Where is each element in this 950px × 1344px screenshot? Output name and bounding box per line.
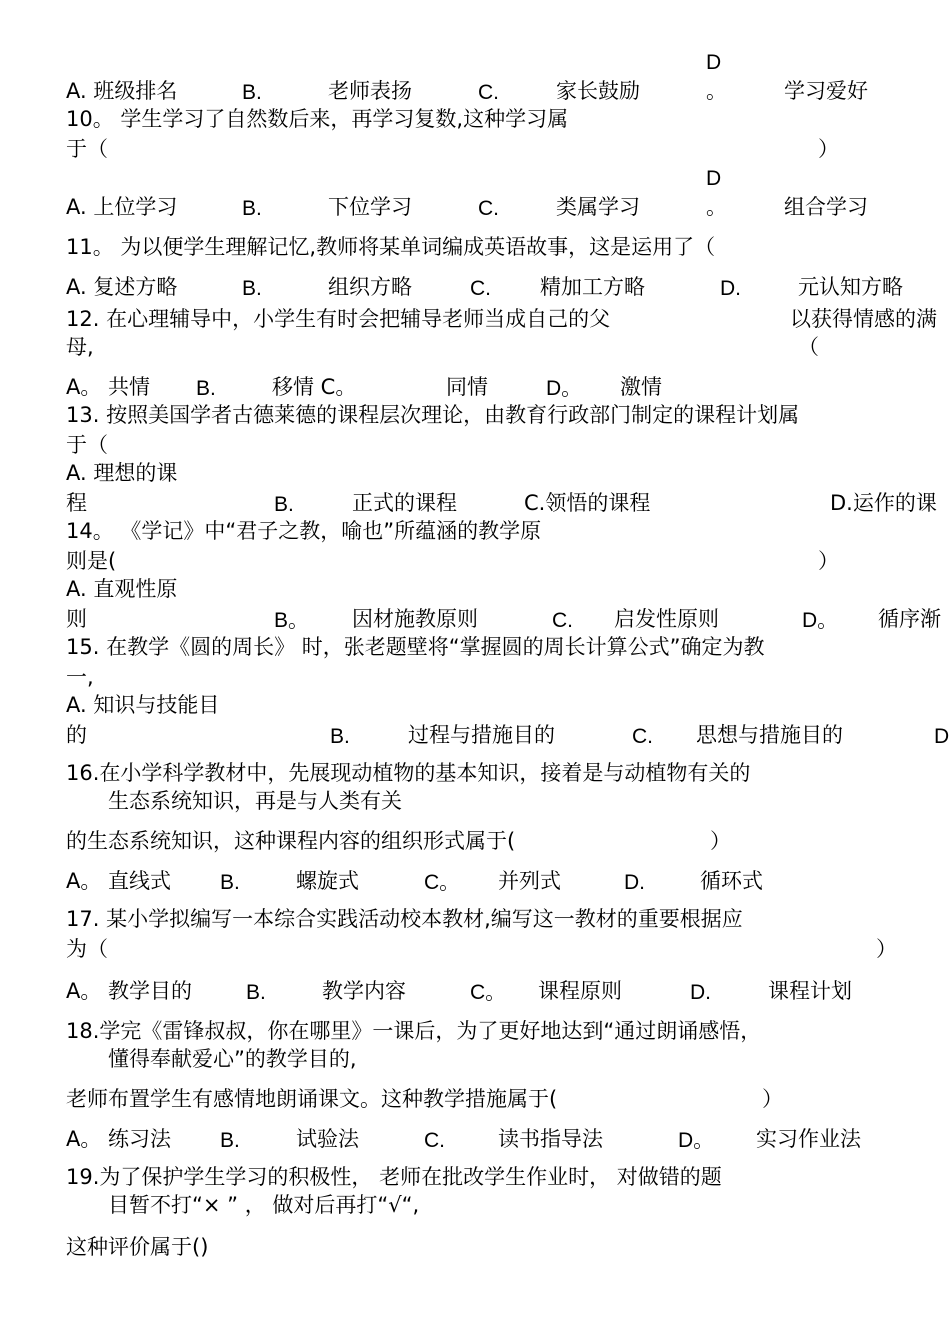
q16-option-d-letter: D. (624, 871, 645, 894)
q14-option-c: 启发性原则 (614, 607, 719, 631)
q15-option-b-letter: B. (330, 725, 350, 748)
q17-option-c-letter: C。 (470, 981, 507, 1004)
q18-stem-line2: 懂得奉献爱心”的教学目的, (108, 1047, 357, 1071)
q18-option-c-letter: C. (424, 1129, 445, 1152)
q16-option-c-letter: C。 (424, 871, 461, 894)
q15-option-a-line1: A. 知识与技能目 (66, 693, 220, 717)
q12-option-b: 移情 C。 (272, 375, 357, 399)
q14-option-c-letter: C. (552, 609, 573, 632)
q14-stem-line2: 则是( (66, 549, 117, 573)
q17-option-a: A。 教学目的 (66, 979, 193, 1003)
q14-stem-line1: 14。 《学记》中“君子之教，喻也”所蕴涵的教学原 (66, 519, 542, 543)
q14-option-b: 因材施教原则 (352, 607, 478, 631)
q13-stem-line2: 于（ (66, 433, 108, 457)
q19-stem-line2: 目暂不打“× ” ， 做对后再打“√“, (108, 1193, 420, 1217)
q10-option-c: 类属学习 (556, 195, 640, 219)
q12-stem-line2: 母, (66, 335, 94, 359)
q18-option-b-letter: B. (220, 1129, 240, 1152)
q15-option-c: 思想与措施目的 (696, 723, 843, 747)
q16-stem-line2: 生态系统知识，再是与人类有关 (108, 789, 402, 813)
q12-option-d-letter: D。 (546, 377, 583, 400)
q9-option-d-letter: D (706, 51, 722, 74)
q13-option-c: C.领悟的课程 (524, 491, 651, 515)
q17-option-b-letter: B. (246, 981, 266, 1004)
q10-option-b: 下位学习 (328, 195, 412, 219)
q17-option-b: 教学内容 (322, 979, 406, 1003)
q10-option-d: 组合学习 (784, 195, 868, 219)
q11-option-b-letter: B. (242, 277, 262, 300)
q11-option-c-letter: C. (470, 277, 491, 300)
q11-option-d: 元认知方略 (798, 275, 903, 299)
q14-option-d-letter: D。 (802, 609, 839, 632)
q15-option-b: 过程与措施目的 (408, 723, 555, 747)
q13-option-b: 正式的课程 (352, 491, 457, 515)
q16-option-c: 并列式 (498, 869, 561, 893)
q14-close-paren: ） (818, 549, 839, 573)
q10-close-paren: ） (818, 137, 839, 161)
q14-option-a-line1: A. 直观性原 (66, 577, 178, 601)
q10-option-c-letter: C. (478, 197, 499, 220)
q18-option-c: 读书指导法 (498, 1127, 603, 1151)
q10-stem-line1: 10。 学生学习了自然数后来，再学习复数,这种学习属 (66, 107, 569, 131)
q14-option-d: 循序渐 (878, 607, 941, 631)
q9-option-d-dot: 。 (706, 79, 727, 103)
q15-option-d-letter: D (934, 725, 950, 748)
q10-stem-line2: 于（ (66, 137, 108, 161)
q11-option-d-letter: D. (720, 277, 741, 300)
q11-stem: 11。 为以便学生理解记忆,教师将某单词编成英语故事，这是运用了（ (66, 235, 716, 259)
q16-option-b-letter: B. (220, 871, 240, 894)
q19-stem-line1: 19.为了保护学生学习的积极性， 老师在批改学生作业时， 对做错的题 (66, 1165, 722, 1189)
q10-option-d-letter: D (706, 167, 722, 190)
q9-option-c-letter: C. (478, 81, 499, 104)
q18-option-b: 试验法 (296, 1127, 359, 1151)
q12-option-a: A。 共情 (66, 375, 151, 399)
q9-option-b-letter: B. (242, 81, 262, 104)
q13-option-a-line1: A. 理想的课 (66, 461, 178, 485)
q16-option-a: A。 直线式 (66, 869, 172, 893)
q9-option-b: 老师表扬 (328, 79, 412, 103)
q9-option-a: A. 班级排名 (66, 79, 178, 103)
q16-stem-line3: 的生态系统知识，这种课程内容的组织形式属于( (66, 829, 516, 853)
q17-option-d-letter: D. (690, 981, 711, 1004)
q10-option-a: A. 上位学习 (66, 195, 178, 219)
q18-option-d: 实习作业法 (756, 1127, 861, 1151)
q17-option-d: 课程计划 (768, 979, 852, 1003)
q15-stem-line2: 一, (66, 665, 94, 689)
q12-paren: （ (798, 335, 819, 359)
q12-stem-line1-right: 以获得情感的满 (790, 307, 937, 331)
q12-stem-line1: 12. 在心理辅导中，小学生有时会把辅导老师当成自己的父 (66, 307, 611, 331)
q10-option-b-letter: B. (242, 197, 262, 220)
q13-option-d: D.运作的课 (830, 491, 937, 515)
q19-stem-line3: 这种评价属于() (66, 1235, 209, 1259)
q17-stem-line2: 为（ (66, 937, 108, 961)
q17-option-c: 课程原则 (538, 979, 622, 1003)
q11-option-b: 组织方略 (328, 275, 412, 299)
q15-option-c-letter: C. (632, 725, 653, 748)
q18-stem-line3: 老师布置学生有感情地朗诵课文。这种教学措施属于( (66, 1087, 558, 1111)
q13-stem-line1: 13. 按照美国学者古德莱德的课程层次理论，由教育行政部门制定的课程计划属 (66, 403, 800, 427)
q14-option-b-letter: B。 (274, 609, 310, 632)
q13-option-b-letter: B. (274, 493, 294, 516)
q16-option-d: 循环式 (700, 869, 763, 893)
q16-close-paren: ） (710, 829, 731, 853)
q9-option-c: 家长鼓励 (556, 79, 640, 103)
q18-option-a: A。 练习法 (66, 1127, 172, 1151)
q15-stem-line1: 15. 在教学《圆的周长》 时，张老题壁将“掌握圆的周长计算公式”确定为教 (66, 635, 765, 659)
q12-option-c: 同情 (446, 375, 488, 399)
q9-option-d: 学习爱好 (784, 79, 868, 103)
q12-option-b-letter: B. (196, 377, 216, 400)
q13-option-a-line2: 程 (66, 491, 87, 515)
q18-close-paren: ） (762, 1087, 783, 1111)
q11-option-a: A. 复述方略 (66, 275, 178, 299)
q18-option-d-letter: D。 (678, 1129, 715, 1152)
q14-option-a-line2: 则 (66, 607, 87, 631)
q17-close-paren: ） (876, 937, 897, 961)
q10-option-d-dot: 。 (706, 195, 727, 219)
q12-option-d: 激情 (620, 375, 662, 399)
q16-stem-line1: 16.在小学科学教材中，先展现动植物的基本知识，接着是与动植物有关的 (66, 761, 751, 785)
q15-option-a-line2: 的 (66, 723, 87, 747)
q11-option-c: 精加工方略 (540, 275, 645, 299)
q16-option-b: 螺旋式 (296, 869, 359, 893)
q17-stem-line1: 17. 某小学拟编写一本综合实践活动校本教材,编写这一教材的重要根据应 (66, 907, 743, 931)
q18-stem-line1: 18.学完《雷锋叔叔，你在哪里》一课后，为了更好地达到“通过朗诵感悟， (66, 1019, 762, 1043)
